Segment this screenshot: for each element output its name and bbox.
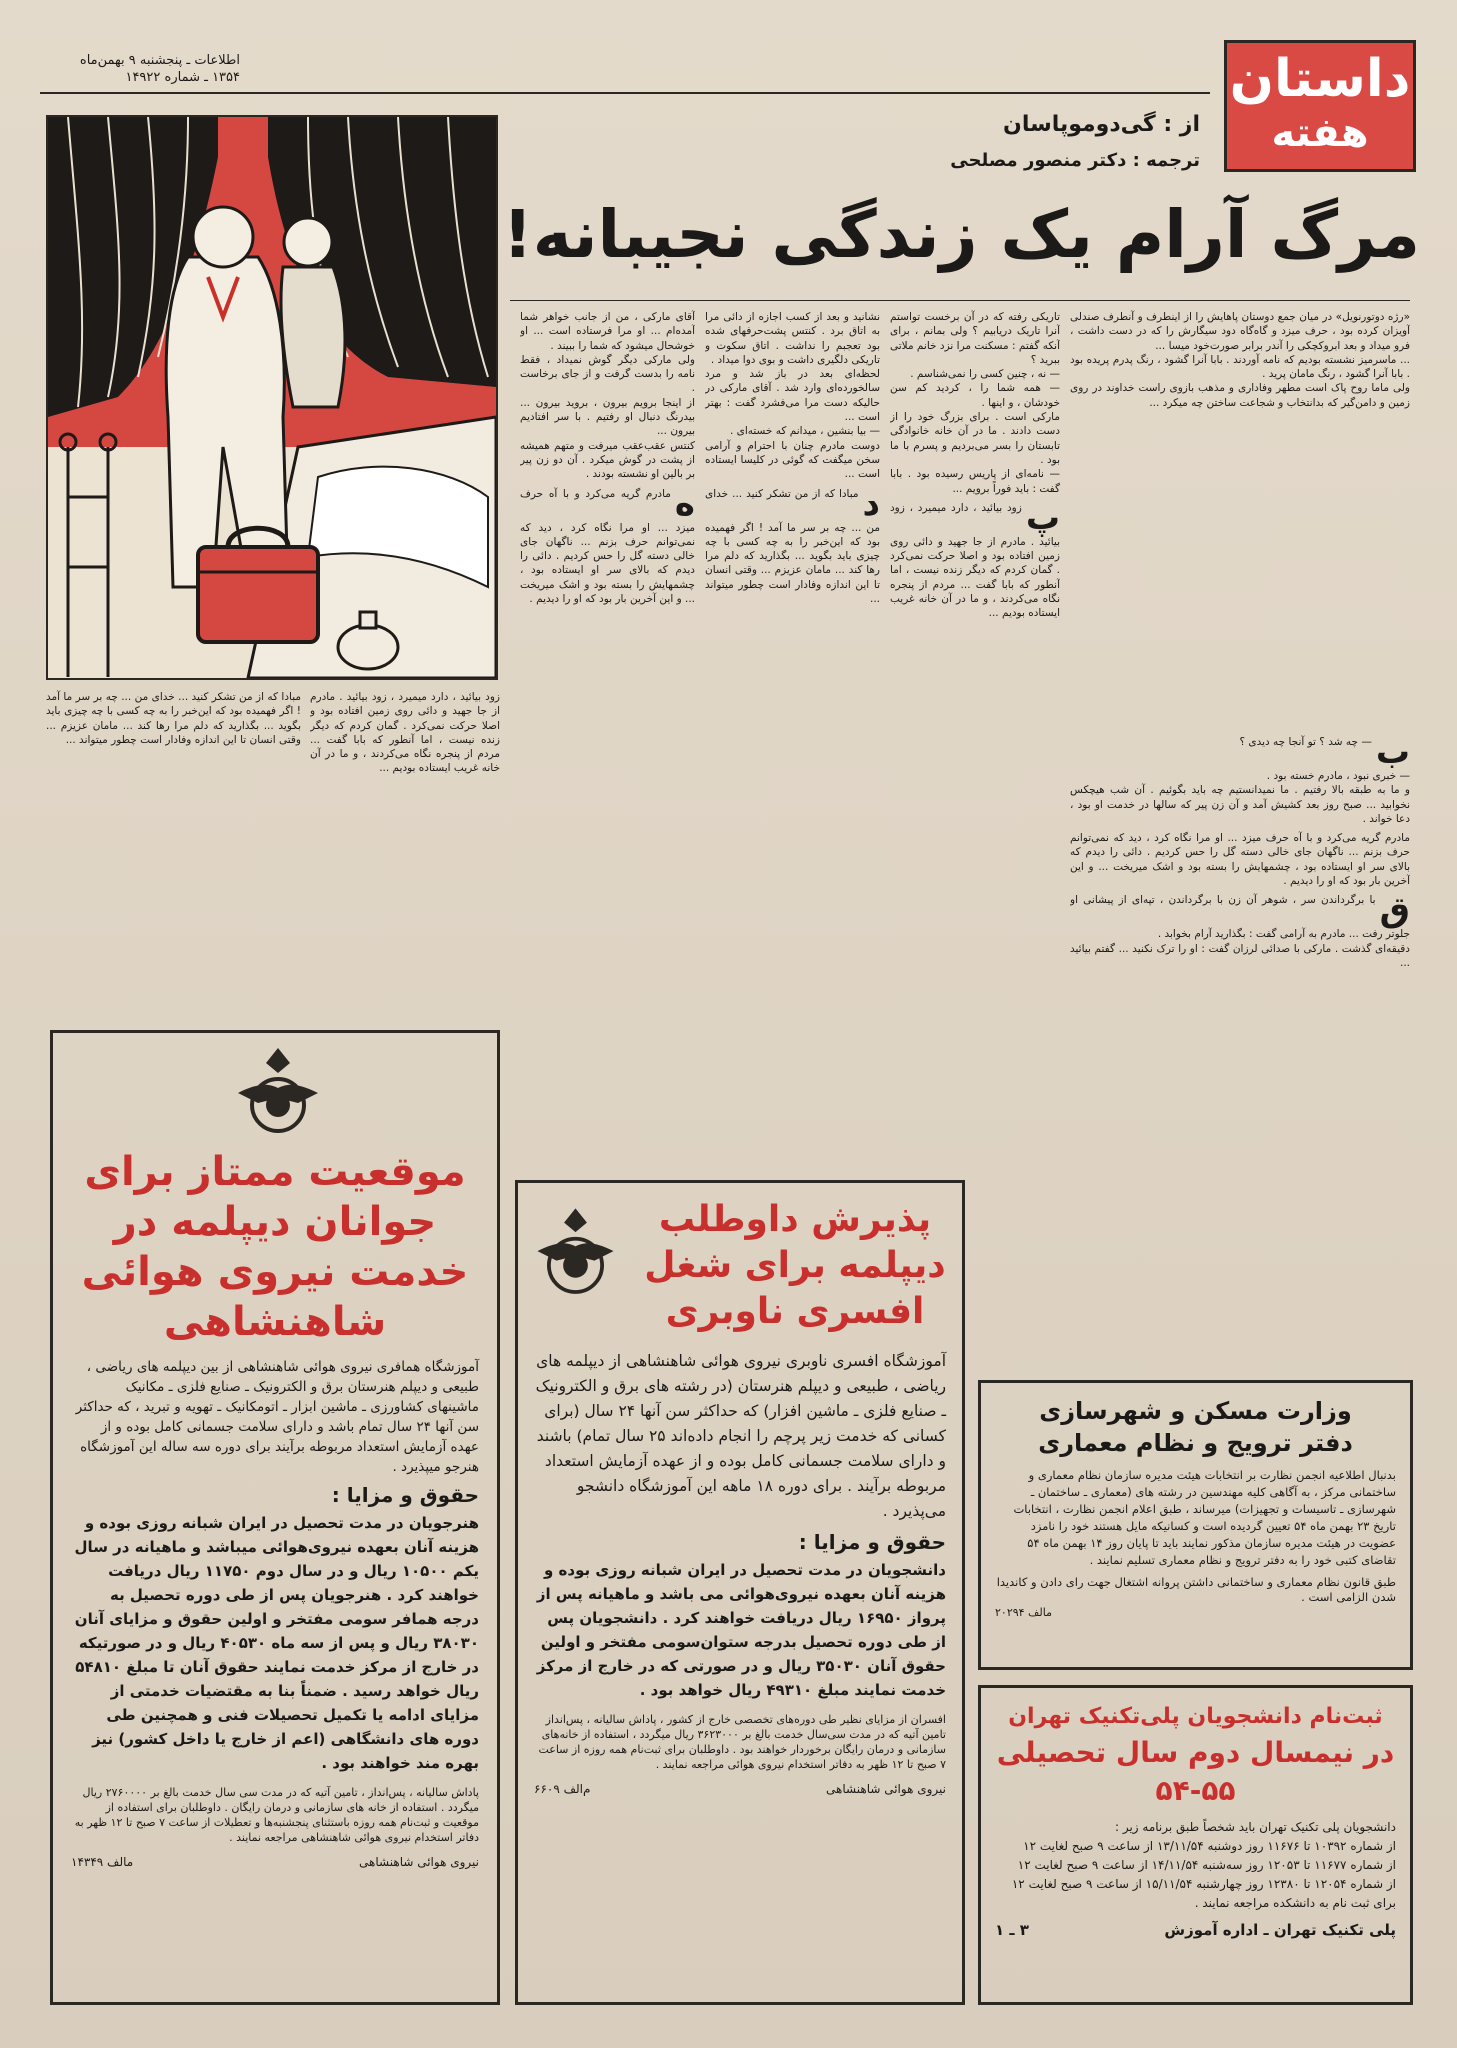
article-column-6: [46, 690, 301, 1030]
ad-title: موقعیت ممتاز برای جوانان دیپلمه در خدمت نیروی هوائی شاهنشاهی: [81, 1149, 469, 1345]
notice-reference: مالف ۲۰۲۹۴: [995, 1606, 1053, 1619]
notice-body: دانشجویان پلی تکنیک تهران باید شخصاً طبق برنامه زیر : از شماره ۱۰۳۹۲ تا ۱۱۶۷۶ روز دوشنبه ۱۳/۱۱/۵۴ از ساعت ۹ صبح لغایت ۱۲ از شماره ۱۱۶۷۷ تا ۱۲۰۵۳ روز سه‌شنبه ۱۴/۱۱/۵۴ از ساعت ۹ صبح لغایت ۱۲ از شماره ۱۲۰۵۴ تا ۱۲۳۸۰ روز چهارشنبه ۱۵/۱۱/۵۴ از ساعت ۹ صبح لغایت ۱۲ برای ثبت نام به دانشکده مراجعه نمایند .: [1011, 1820, 1396, 1910]
article-column-5: [310, 690, 500, 1030]
story-illustration: [46, 115, 498, 680]
ad-benefits-title: حقوق و مزایا :: [798, 1530, 946, 1554]
article-text: زود بیائید ، دارد میمیرد ، زود بیائید . مادرم از جا جهید و دائی روی زمین افتاده بود و اصلا حرکت نمی‌کرد . گمان کردم که دیگر زنده نیست ، اما آنطور که بابا گفت ... مردم از پنجره نگاه می‌کردند ، و ما در آن خانه غریب ایستاده بودیم ...: [890, 501, 1060, 620]
issue-info: [40, 52, 240, 86]
translator-line: ترجمه : دکتر منصور مصلحی: [950, 150, 1200, 171]
article-text: مادرم گریه می‌کرد و با آه حرف میزد ... او مرا نگاه کرد ، دید که نمی‌توانم حرف بزنم ... ناگهان جای خالی دسته گل را حس کردیم . دائی را دیدم که بالای سر او ایستاده بود ، چشمهایش را بسته بود و اشک میریخت ... و این آخرین بار بود که او را دیدیم .: [1070, 832, 1410, 888]
article-text: مادرم گریه می‌کرد و با آه حرف میزد ... او مرا نگاه کرد ، دید که نمی‌توانم حرف بزنم ... ناگهان جای خالی دسته گل را حس کردیم . دائی را دیدم که بالای سر او ایستاده بود ، چشمهایش را بسته بود و اشک میریخت ... و این آخرین بار بود که او را دیدیم .: [520, 487, 695, 606]
section-letter: ه: [674, 483, 695, 524]
section-letter: ق: [1379, 890, 1410, 931]
article-text: تاریکی رفته که در آن برخست تواستم آنرا تاریک دریابیم ؟ ولی بمانم ، برای آنکه گفتم : مسکنت مرا نزد خانم ملاتی ببرید ؟ — نه ، چنین کسی را نمی‌شناسم . — همه شما را ، کردید کم سن خودشان ، و اینها . مارکی است . برای بزرگ خود را از دست دادند . ما در آن خانه خانوادگی تابستان را بسر می‌بردیم و پسرم با ما بود . — نامه‌ای از پاریس رسیده بود . بابا گفت : باید فوراً برویم ...: [890, 311, 1060, 495]
ad-intro: آموزشگاه افسری ناوبری نیروی هوائی شاهنشاهی از دیپلمه های ریاضی ، طبیعی و دیپلم هنرستان (در رشته های برق و الکترونیک ـ صنایع فلزی ـ ماشین افزار) که حداکثر سن آنها ۲۴ سال (برای کسانی که خدمت زیر پرچم را انجام داده‌اند ۲۵ سال تمام) باشند و دارای سلامت جسمانی کامل بوده و از عهده آزمایش استعداد مربوطه برآیند . برای دوره ۱۸ ماهه این آموزشگاه دانشجو می‌پذیرد .: [535, 1352, 946, 1520]
notice-body: بدنبال اطلاعیه انجمن نظارت بر انتخابات هیئت مدیره سازمان نظام معماری و ساختمانی مرکز ، به آگاهی کلیه مهندسین در رشته های (معماری ـ ساختمان ـ شهرسازی ـ تاسیسات و تجهیزات) میرساند ، طبق اعلام انجمن نظارت ، انتخابات تاریخ ۲۳ بهمن ماه ۵۴ تعیین گردیده است و کسانیکه مایل هستند خود را نامزد عضویت در هیئت مدیره سازمان مذکور نمایند باید تا پایان روز ۱۴ بهمن ماه ۵۴ تقاضای کتبی خود را به دفتر ترویج و نظام معماری تسلیم نمایند .: [1013, 1468, 1396, 1567]
ad-title-line2: دیپلمه برای شغل: [644, 1245, 946, 1286]
author-line: از : گی‌دوموپاسان: [1003, 112, 1200, 137]
notice-title-line2: دفتر ترویج و نظام معماری: [1038, 1429, 1353, 1457]
section-letter: ب: [1375, 735, 1410, 772]
article-text: — چه شد ؟ تو آنجا چه دیدی ؟ — خبری نبود ، مادرم خسته بود . و ما به طبقه بالا رفتیم . ما نمیدانستیم چه باید بگوئیم . آن شب هیچکس نخوابید ... صبح روز بعد کشیش آمد و آن زن پیر که سالها در خدمت او بود ، دعا خواند .: [1070, 736, 1410, 825]
ad-intro: آموزشگاه همافری نیروی هوائی شاهنشاهی از بین دیپلمه های ریاضی ، طبیعی و دیپلم هنرستان برق و الکترونیک ـ صنایع فلزی ـ مکانیک ماشینهای کشاورزی ـ ماشین ابزار ـ اتومکانیک ـ تهویه و تبرید ، که حداکثر سن آنها ۲۴ سال تمام باشد و دارای سلامت جسمانی کامل بوده و از عهده آزمایش استعداد مربوطه برآیند برای دوره سه ساله این آموزشگاه هنرجو میپذیرد .: [75, 1359, 479, 1475]
article-text: مبادا که از من تشکر کنید ... خدای من ... چه بر سر ما آمد ! اگر فهمیده بود که این‌خبر را به چه کسی با چه چیزی باید بگوید ... بگذارید که دلم مرا رها کند ... مامان عزیزم ... وقتی انسان تا این اندازه وفادار است چطور میتواند ...: [705, 487, 880, 606]
notice-footer: طبق قانون نظام معماری و ساختمانی داشتن پروانه اشتغال جهت رای دادن و کاندیدا شدن الزامی است .: [996, 1575, 1396, 1604]
logo-line1: داستان: [1229, 49, 1411, 109]
housing-ministry-notice: [978, 1380, 1413, 1670]
deathbed-scene-image: [48, 117, 496, 678]
story-of-week-logo: [1224, 40, 1416, 172]
section-letter: پ: [1025, 497, 1060, 538]
ad-title-line1: پذیرش داوطلب: [658, 1199, 932, 1240]
air-force-emblem-icon: [228, 1043, 328, 1138]
air-force-technician-ad: [50, 1030, 500, 2005]
article-column-3: [705, 310, 880, 1310]
notice-title-line1: ثبت‌نام دانشجویان پلی‌تکنیک تهران: [1008, 1704, 1383, 1729]
notice-footer: پلی تکنیک تهران ـ اداره آموزش: [1164, 1921, 1396, 1939]
article-text: «رژه دوتورنویل» در میان جمع دوستان پاهایش را از اینطرف و آنطرف صندلی آویزان کرده بود ، حرف میزد و گاه‌گاه دود سیگارش را که در دست داشت ، فرو میداد و بعد ابروکچکی را آندر برابر صورت‌خود میسا ... ... ماسرمیز نشسته بودیم که نامه آوردند . بابا آنرا گشود ، رنگ پدرم پریده بود . بابا آنرا گشود ، رنگ مامان پرید . ولی ماما روح پاک است مطهر وفاداری و مذهب بازوی راست خداوند در روی زمین و دامن‌گیر که بدانتخاب و شجاعت ساختن چه میکرد ...: [1070, 311, 1410, 409]
story-headline: مرگ آرام یک زندگی نجیبانه!: [502, 196, 1420, 273]
issue-date: اطلاعات ـ پنجشنبه ۹ بهمن‌ماه: [79, 53, 240, 68]
ad-reference: مالف ۱۴۳۴۹: [71, 1855, 134, 1869]
article-text: نشانید و بعد از کسب اجازه از دائی مرا به اتاق برد . کنتس پشت‌حرفهای شده بود تعجبم را نداشت . اتاق سکوت و تاریکی دلگیری داشت و بوی دوا میداد . لحظه‌ای بعد در باز شد و مرد سالخورده‌ای وارد شد . آقای مارکی در حالیکه دست مرا می‌فشرد گفت : بهتر است ... — بیا بنشین ، میدانم که خسته‌ای . دوست مادرم چنان با احترام و آرامی سخن میگفت که گوئی در کلیسا ایستاده است ...: [705, 311, 880, 481]
ad-title-line3: افسری ناوبری: [665, 1291, 925, 1332]
article-column-1: [1070, 310, 1410, 730]
notice-title-line2: در نیمسال دوم سال تحصیلی ۵۵-۵۴: [996, 1736, 1395, 1807]
article-column-1b: [1070, 735, 1410, 1375]
air-force-emblem-icon: [528, 1201, 623, 1306]
issue-number: ۱۳۵۴ ـ شماره ۱۴۹۲۲: [125, 70, 240, 85]
article-column-2: [890, 310, 1060, 1310]
ad-benefits-title: حقوق و مزایا :: [331, 1483, 479, 1507]
ad-notes: پاداش سالیانه ، پس‌انداز ، تامین آتیه که در مدت سی سال خدمت بالغ بر ۲۷۶۰۰۰۰ ریال میگردد . استفاده از خانه های سازمانی و درمان رایگان . داوطلبان برای استفاده از موقعیت و ثبت‌نام همه روزه باستثنای پنجشنبه‌ها و تعطیلات از ساعت ۷ صبح تا ۱۲ ظهر به دفاتر استخدام نیروی هوائی شاهنشاهی مراجعه نمایند .: [74, 1786, 479, 1844]
article-text: زود بیائید ، دارد میمیرد ، زود بیائید . مادرم از جا جهید و دائی روی زمین افتاده بود و اصلا حرکت نمی‌کرد . گمان کردم که دیگر زنده نیست ، اما آنطور که بابا گفت ... مردم از پنجره نگاه می‌کردند ، و ما در آن خانه غریب ایستاده بودیم ...: [310, 691, 500, 775]
ad-signature: نیروی هوائی شاهنشاهی: [826, 1782, 946, 1796]
ad-benefits: دانشجویان در مدت تحصیل در ایران شبانه روزی بوده و هزینه آنان بعهده نیروی‌هوائی می باشد و ماهیانه پس از پرواز ۱۶۹۵۰ ریال دریافت خواهند کرد . دانشجویان پس از طی دوره تحصیل بدرجه ستوان‌سومی مفتخر و اولین حقوق آنان ۳۵۰۳۰ ریال و در صورتی که در خارج از مرکز خدمت نمایند مبلغ ۴۹۳۱۰ ریال خواهد بود .: [536, 1561, 946, 1699]
air-force-navigator-ad: [515, 1180, 965, 2005]
ad-reference: م‌الف ۶۶۰۹: [534, 1782, 591, 1796]
ad-notes: افسران از مزایای نظیر طی دوره‌های تخصصی خارج از کشور ، پاداش سالیانه ، پس‌انداز تامین آتیه که در مدت سی‌سال خدمت بالغ بر ۳۶۲۳۰۰۰ ریال میگردد ، استفاده از خانه‌های سازمانی و درمان رایگان برخوردار خواهند بود . داوطلبان برای ثبت‌نام همه روزه از ساعت ۷ صبح تا ۱۲ ظهر به دفاتر استخدام نیروی هوائی مراجعه نمایند .: [538, 1713, 946, 1771]
article-text: با برگرداندن سر ، شوهر آن زن با برگرداندن ، تپه‌ای از پیشانی او جلوتر رفت ... مادرم به آرامی گفت : بگذارید آرام بخوابد . دقیقه‌ای گذشت . مارکی با صدائی لرزان گفت : او را ترک نکنید ... گفتم بیائید ...: [1070, 894, 1410, 969]
notice-reference: ۳ ـ ۱: [995, 1921, 1029, 1939]
logo-line2: هفته: [1271, 110, 1369, 156]
ad-signature: نیروی هوائی شاهنشاهی: [359, 1855, 479, 1869]
polytechnic-registration-notice: [978, 1685, 1413, 2005]
notice-title-line1: وزارت مسکن و شهرسازی: [1039, 1397, 1352, 1425]
ad-benefits: هنرجویان در مدت تحصیل در ایران شبانه روزی بوده و هزینه آنان بعهده نیروی‌هوائی میباشد و ماهیانه در سال یکم ۱۰۵۰۰ ریال و در سال دوم ۱۱۷۵۰ ریال دریافت خواهند کرد . هنرجویان پس از طی دوره تحصیل به درجه همافر سومی مفتخر و اولین حقوق و مزایای آنان ۳۸۰۳۰ ریال و پس از سه ماه ۴۰۵۳۰ ریال و در صورتیکه در خارج از مرکز خدمت نمایند حقوق آنان تا مبلغ ۵۴۸۱۰ ریال خواهد رسید . ضمناً بنا به مقتضیات خدمتی از مزایای ادامه یا تکمیل تحصیلات فنی و همچنین طی دوره های دانشگاهی (اعم از خارج یا داخل کشور) نیز بهره مند خواهند بود .: [74, 1514, 479, 1772]
section-letter: د: [862, 483, 880, 524]
article-text: مبادا که از من تشکر کنید ... خدای من ... چه بر سر ما آمد ! اگر فهمیده بود که این‌خبر را به چه کسی با چه چیزی باید بگوید ... بگذارید که دلم مرا رها کند ... مامان عزیزم ... وقتی انسان تا این اندازه وفادار است چطور میتواند ...: [46, 691, 301, 746]
article-text: آقای مارکی ، من از جانب خواهر شما آمده‌ام ... او مرا فرستاده است ... او خوشحال میشود که شما را ببیند . ولی مارکی دیگر گوش نمیداد ، فقط نامه را بدست گرفت و از جای برخاست . از اینجا برویم بیرون ، بروید بیرون ... بیدرنگ دنبال او رفتیم . با سر افتادیم بیرون ... کنتس عقب‌عقب میرفت و متهم همیشه از پشت در گوش میکرد . آن دو زن پیر بر بالین او نشسته بودند .: [520, 311, 695, 481]
article-column-4: [520, 310, 695, 1170]
